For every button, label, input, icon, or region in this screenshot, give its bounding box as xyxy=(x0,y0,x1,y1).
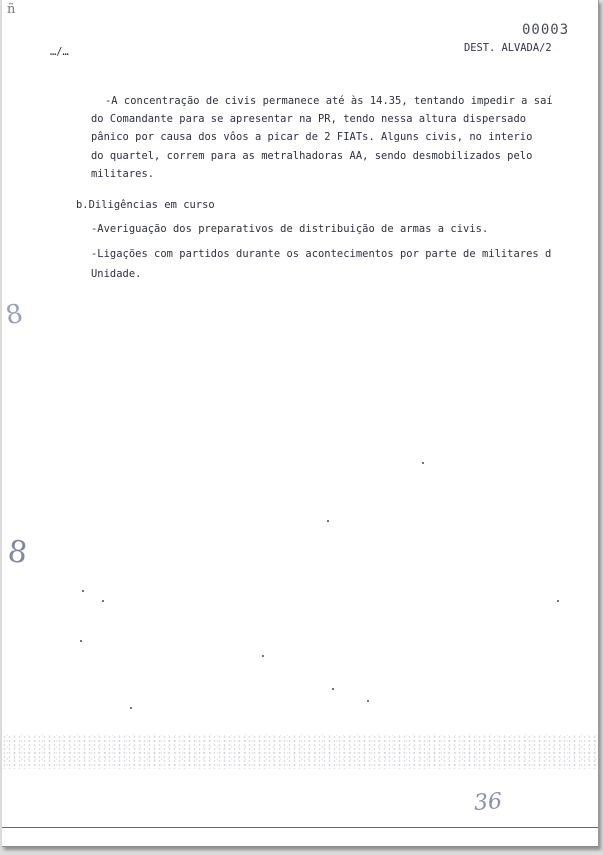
list-item-1: -Averiguação dos preparativos de distribuição de armas a civis. xyxy=(91,223,489,235)
scan-speck xyxy=(367,700,369,702)
scan-speck xyxy=(80,640,82,642)
paragraph-1-line-1: -A concentração de civis permanece até às 14.35, tentando impedir a saí xyxy=(105,95,553,107)
bottom-rule xyxy=(2,827,598,828)
scan-speck xyxy=(102,600,104,602)
scan-speck xyxy=(327,520,329,522)
list-item-2-line-1: -Ligações com partidos durante os acontecimentos por parte de militares d xyxy=(91,248,552,260)
document-reference: DEST. ALVADA/2 xyxy=(464,42,552,54)
continuation-marker: …/… xyxy=(50,46,69,58)
list-item-2-line-2: Unidade. xyxy=(91,268,142,280)
paragraph-1-line-5: militares. xyxy=(91,168,155,180)
margin-note-top: 8 xyxy=(3,298,26,332)
scan-noise-band xyxy=(2,735,598,769)
scan-speck xyxy=(332,688,334,690)
scan-speck xyxy=(130,707,132,709)
scan-speck xyxy=(82,590,84,592)
paragraph-1-line-2: do Comandante para se apresentar na PR, tendo nessa altura dispersado xyxy=(91,113,527,125)
scan-speck xyxy=(422,462,424,464)
margin-note-bottom: 8 xyxy=(5,533,30,572)
paragraph-1-line-4: do quartel, correm para as metralhadoras AA, sendo desmobilizados pelo xyxy=(91,150,533,162)
scan-speck xyxy=(557,600,559,602)
document-number: 00003 xyxy=(522,22,570,38)
document-page xyxy=(2,0,599,847)
section-b-title: b.Diligências em curso xyxy=(76,199,215,211)
corner-mark: ñ xyxy=(7,2,16,17)
handwritten-page-number: 36 xyxy=(473,789,503,816)
scan-speck xyxy=(262,655,264,657)
paragraph-1-line-3: pânico por causa dos vôos a picar de 2 FIATs. Alguns civis, no interio xyxy=(91,131,533,143)
